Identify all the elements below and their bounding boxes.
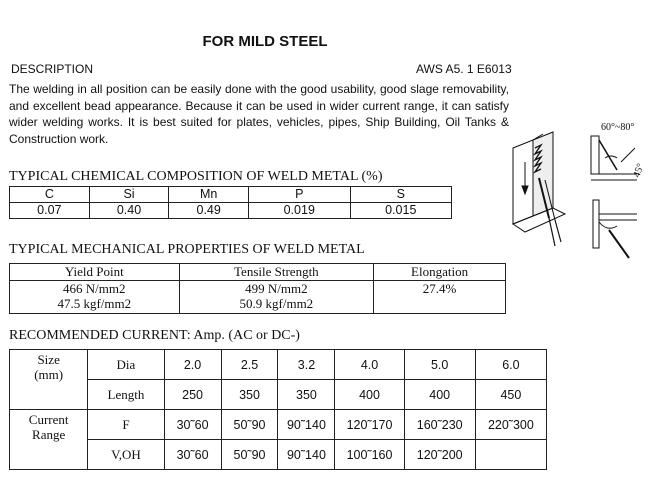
mechanical-header-row	[10, 264, 506, 281]
chem-value-p: 0.019	[249, 203, 350, 219]
chem-value-s: 0.015	[350, 203, 452, 219]
range-label: Range	[32, 427, 66, 442]
current-heading: RECOMMENDED CURRENT: Amp. (AC or DC-)	[9, 328, 300, 343]
length-value: 400	[404, 380, 475, 410]
description-text: The welding in all position can be easily done with the good usability, good slage removability, and excellent bead appearance. Because it can be used in wider current range, it can satisfy wider welding works. It is best suited for plates, vehicles, pipes, Ship Building, Oil Tanks & Construction work.	[9, 82, 509, 146]
size-label: Size	[37, 352, 60, 367]
voh-position-label: V,OH	[88, 440, 164, 470]
current-table	[9, 349, 547, 470]
voh-current-value: 50˜90	[221, 440, 278, 470]
welding-position-diagram	[505, 118, 647, 268]
mech-tensile-cell	[179, 281, 374, 314]
voh-current-value: 120˜200	[404, 440, 475, 470]
mech-header-tensile: Tensile Strength	[179, 264, 374, 281]
current-f-row	[10, 410, 547, 440]
chem-header-mn: Mn	[169, 187, 249, 203]
chem-header-si: Si	[89, 187, 169, 203]
chem-value-si: 0.40	[89, 203, 169, 219]
f-current-value: 160˜230	[404, 410, 475, 440]
mechanical-heading: TYPICAL MECHANICAL PROPERTIES OF WELD METAL	[9, 242, 365, 257]
chemical-heading: TYPICAL CHEMICAL COMPOSITION OF WELD METAL (%)	[9, 169, 383, 184]
current-range-label-cell	[10, 410, 88, 470]
length-value: 450	[475, 380, 546, 410]
angle-diagram	[591, 136, 637, 180]
mech-yield-kgf: 47.5 kgf/mm2	[57, 296, 132, 311]
f-current-value: 220˜300	[475, 410, 546, 440]
f-current-value: 50˜90	[221, 410, 278, 440]
current-voh-row	[10, 440, 547, 470]
current-dia-row	[10, 350, 547, 380]
f-current-value: 30˜60	[164, 410, 221, 440]
chem-value-mn: 0.49	[169, 203, 249, 219]
voh-current-value	[475, 440, 546, 470]
dia-value: 3.2	[278, 350, 335, 380]
mech-header-elongation: Elongation	[374, 264, 506, 281]
angle-range-label: 60°~80°	[601, 122, 635, 133]
dia-value: 5.0	[404, 350, 475, 380]
f-current-value: 120˜170	[335, 410, 404, 440]
mech-tensile-kgf: 50.9 kgf/mm2	[239, 296, 314, 311]
aws-classification: AWS A5. 1 E6013	[416, 62, 512, 76]
voh-current-value: 30˜60	[164, 440, 221, 470]
chem-header-c: C	[10, 187, 90, 203]
mechanical-table	[9, 263, 506, 314]
t-joint-diagram	[593, 200, 637, 258]
vertical-plate-illustration	[513, 132, 565, 246]
chemical-header-row	[10, 187, 452, 203]
length-value: 400	[335, 380, 404, 410]
length-label: Length	[88, 380, 164, 410]
f-current-value: 90˜140	[278, 410, 335, 440]
dia-label: Dia	[88, 350, 164, 380]
current-length-row	[10, 380, 547, 410]
chem-header-p: P	[249, 187, 350, 203]
mechanical-value-row	[10, 281, 506, 314]
length-value: 350	[278, 380, 335, 410]
page-title: FOR MILD STEEL	[202, 33, 328, 50]
dia-value: 4.0	[335, 350, 404, 380]
mech-yield-nmm: 466 N/mm2	[63, 281, 126, 296]
mech-yield-cell	[10, 281, 180, 314]
mech-tensile-nmm: 499 N/mm2	[245, 281, 308, 296]
dia-value: 2.0	[164, 350, 221, 380]
description-label: DESCRIPTION	[11, 62, 94, 76]
size-label-cell	[10, 350, 88, 410]
length-value: 250	[164, 380, 221, 410]
voh-current-value: 100˜160	[335, 440, 404, 470]
dia-value: 6.0	[475, 350, 546, 380]
chemical-value-row	[10, 203, 452, 219]
length-value: 350	[221, 380, 278, 410]
mech-elongation-value: 27.4%	[374, 281, 506, 314]
chem-value-c: 0.07	[10, 203, 90, 219]
angle-tilt-label: 45°	[631, 162, 647, 180]
chem-header-s: S	[350, 187, 452, 203]
chemical-table	[9, 186, 452, 219]
current-label: Current	[28, 412, 69, 427]
voh-current-value: 90˜140	[278, 440, 335, 470]
dia-value: 2.5	[221, 350, 278, 380]
size-unit-label: (mm)	[34, 367, 64, 382]
mech-header-yield: Yield Point	[10, 264, 180, 281]
f-position-label: F	[88, 410, 164, 440]
